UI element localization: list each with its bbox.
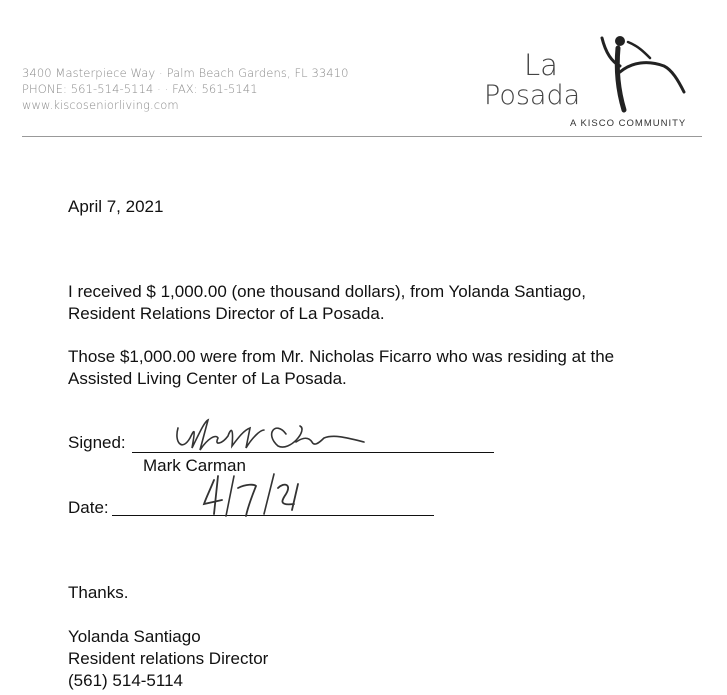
sender-name: Yolanda Santiago — [68, 627, 201, 646]
letterhead-address: 3400 Masterpiece Way · Palm Beach Gardens, FL 33410 — [22, 66, 349, 80]
paragraph-1-line-1: I received $ 1,000.00 (one thousand dollars), from Yolanda Santiago, — [68, 282, 586, 301]
sender-title: Resident relations Director — [68, 649, 269, 668]
signed-label: Signed: — [68, 433, 126, 452]
paragraph-2-line-2: Assisted Living Center of La Posada. — [68, 369, 347, 388]
signer-name: Mark Carman — [143, 456, 246, 475]
logo-text-posada: Posada — [484, 80, 581, 111]
letterhead-phone-fax: PHONE: 561-514-5114 · · FAX: 561-5141 — [22, 82, 258, 96]
la-posada-logo — [480, 32, 690, 132]
letter-date: April 7, 2021 — [68, 197, 164, 216]
date-label: Date: — [68, 498, 109, 517]
closing-thanks: Thanks. — [68, 583, 129, 602]
handwritten-signature — [168, 408, 398, 460]
dancing-figure-icon — [598, 32, 690, 114]
letterhead-divider — [22, 136, 702, 137]
letterhead-website: www.kiscoseniorliving.com — [22, 98, 179, 112]
sender-phone: (561) 514-5114 — [68, 671, 183, 690]
logo-text-la: La — [524, 48, 558, 82]
handwritten-date — [200, 470, 310, 520]
paragraph-2-line-1: Those $1,000.00 were from Mr. Nicholas Ficarro who was residing at the — [68, 347, 615, 366]
paragraph-1-line-2: Resident Relations Director of La Posada. — [68, 304, 385, 323]
letterhead-address-block — [22, 65, 349, 113]
logo-tagline: A KISCO COMMUNITY — [570, 118, 687, 129]
